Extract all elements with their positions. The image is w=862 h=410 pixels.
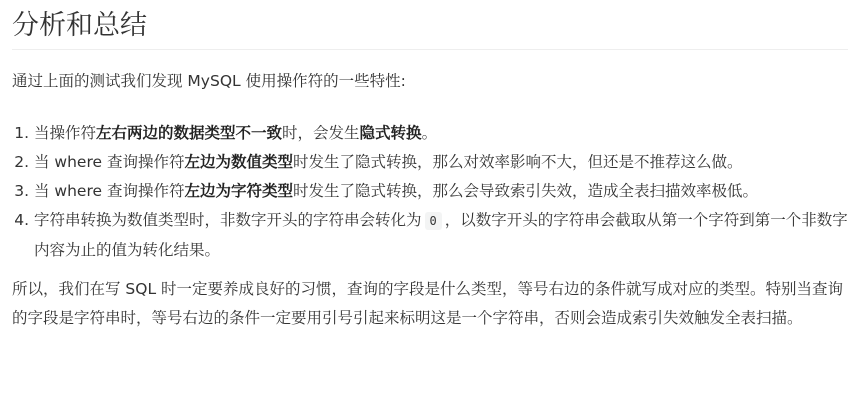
list-item-text: 。 <box>421 124 438 142</box>
list-item-text: 时发生了隐式转换，那么会导致索引失效，造成全表扫描效率极低。 <box>292 182 758 200</box>
list-item-text: ，以数字开头的字符串会截取从第一个字符到第一个非数字内容为止的值为转化结果。 <box>34 211 848 259</box>
feature-list <box>12 119 848 265</box>
emphasis-text: 左边为数值类型 <box>184 153 293 171</box>
list-item-3 <box>34 177 848 206</box>
intro-paragraph: 通过上面的测试我们发现 MySQL 使用操作符的一些特性: <box>12 72 406 90</box>
summary-paragraph: 所以，我们在写 SQL 时一定要养成良好的习惯，查询的字段是什么类型，等号右边的条件就写成对应的类型。特别当查询的字段是字符串时，等号右边的条件一定要用引号引起来标明这是一个字符串，否则会造成索引失效触发全表扫描。 <box>12 280 844 327</box>
emphasis-text: 左右两边的数据类型不一致 <box>96 124 283 142</box>
section-heading: 分析和总结 <box>12 0 848 50</box>
list-item-text: 当操作符 <box>34 124 97 142</box>
emphasis-text: 左边为字符类型 <box>184 182 293 200</box>
list-item-text: 当 where 查询操作符 <box>34 182 185 200</box>
list-item-text: 时发生了隐式转换，那么对效率影响不大，但还是不推荐这么做。 <box>292 153 743 171</box>
list-item-2 <box>34 148 848 177</box>
list-item-1 <box>34 119 848 148</box>
emphasis-text: 隐式转换 <box>359 124 422 142</box>
list-item-4 <box>34 206 848 265</box>
inline-code: 0 <box>425 212 442 230</box>
list-item-text: 字符串转换为数值类型时，非数字开头的字符串会转化为 <box>34 211 422 229</box>
list-item-text: 当 where 查询操作符 <box>34 153 185 171</box>
list-item-text: 时，会发生 <box>282 124 360 142</box>
